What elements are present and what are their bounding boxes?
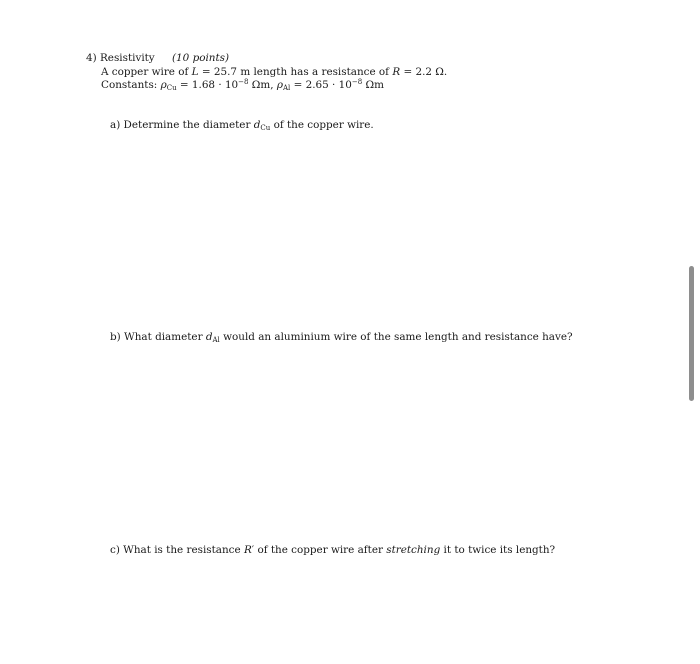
part-b-label: b): [110, 331, 121, 343]
problem-title: Resistivity: [99, 52, 155, 64]
problem-number: 4): [86, 52, 97, 64]
problem-statement: A copper wire of L = 25.7 m length has a resistance of R = 2.2 Ω.: [101, 66, 448, 78]
problem-constants: Constants: $\rho_{Cu} = 1.68 \cdot 10^{-8}$ Ωm, $\rho_{Al} = 2.65 \cdot 10^{-8}$ Ωm: [101, 78, 384, 92]
problem-header: [86, 52, 229, 65]
part-b-question: b) What diameter $d_{Al}$ would an aluminium wire of the same length and resistance have?: [110, 331, 573, 344]
problem-points: (10 points): [172, 52, 230, 64]
emphasis-stretching: stretching: [386, 544, 441, 556]
resistance-variable: R: [392, 66, 401, 78]
part-c-label: c): [110, 544, 120, 556]
rho-copper: ρ: [160, 79, 167, 91]
part-c-question: c) What is the resistance R′ of the copper wire after stretching it to twice its length?: [110, 544, 556, 556]
part-a-label: a): [110, 119, 121, 131]
part-a-question: a) Determine the diameter $d_{Cu}$ of the copper wire.: [110, 119, 374, 132]
vertical-scrollbar[interactable]: [689, 266, 694, 401]
rho-aluminium: ρ: [276, 79, 283, 91]
length-variable: L: [191, 66, 199, 78]
